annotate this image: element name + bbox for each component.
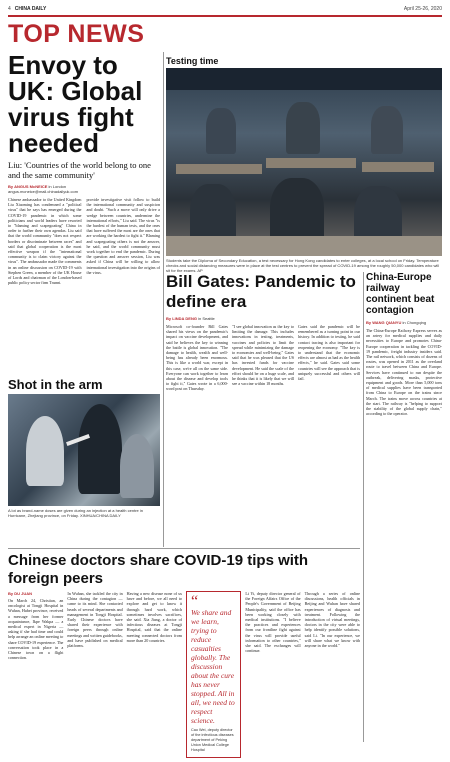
- page-number: 4: [8, 6, 11, 12]
- pull-quote: [186, 591, 241, 758]
- gates-body: [166, 324, 360, 392]
- envoy-body-col2: provide investigative visit follow to build the international community and suspicion and doubt. "Such a move will only drive a wedge between countries, undermine the international efforts," Liu said. The virus "is the hardest of the human tests, and the ones that have suffered the most are the ones that are working the hardest to fight it." Blaming and scapegoating others is not the answer, he said, and the world community must work together to end the pandemic. During the question and answer session, Liu was asked if China will be willing to allow international investigation into the origins of the virus.: [86, 197, 160, 275]
- masthead: [8, 4, 442, 14]
- doctors-pull-quote-col: [186, 591, 241, 762]
- gates-story: [166, 272, 360, 392]
- testing-photo: [166, 68, 442, 256]
- shot-photo: [8, 394, 160, 506]
- column-divider: [163, 52, 164, 547]
- column-divider: [363, 272, 364, 742]
- masthead-rule: [8, 15, 442, 17]
- gates-headline: Bill Gates: Pandemic to define era: [166, 272, 356, 311]
- testing-title: Testing time: [166, 56, 219, 66]
- china-byline-name: By WANG QIANYU: [366, 320, 402, 325]
- doctors-body-col3: Having a new disease none of us have and before, we all need to explore and get to know it through hard work, which sometimes involves sacrifices, she said. Xia Jiang, a doctor of infectious diseases at Tongji Hospital, said that the online meeting connected doctors from more than 20 countries.: [126, 591, 182, 643]
- doctors-story: [8, 552, 360, 762]
- doctors-body-col2: In Wuhan, she tackled the city in China during the contagion — came to its mind. She contacted heads of several departments and management in Tongji Hospital. Early Chinese doctors have shared their experience with foreign peers through online meetings and written guidebooks, and have published on medical platforms.: [67, 591, 123, 649]
- section-divider: [8, 548, 360, 549]
- gates-byline-name: By LINDA DENG: [166, 316, 197, 321]
- doctors-headline: Chinese doctors share COVID-19 tips with foreign peers: [8, 552, 309, 587]
- issue-date: April 25-26, 2020: [403, 6, 442, 12]
- gates-byline-city: in Seattle: [198, 316, 215, 321]
- china-story: [366, 272, 442, 416]
- china-headline: China-Europe railway continent beat contagion: [366, 272, 435, 316]
- envoy-headline: Envoy to UK: Global virus fight needed: [8, 50, 143, 158]
- envoy-byline-name: By ANGUS McNEICE: [8, 184, 48, 189]
- quote-mark-icon: “: [190, 593, 199, 610]
- gates-body-col1: Microsoft co-founder Bill Gates shared his views on the pandemic's impact on vaccine development, and said he believes the key to winning the battle is global innovation. "The damage to health, wealth and well-being has already been enormous. This is like a world war, except in this case, we're all on the same side. Everyone can work together to learn about the disease and develop tools to fight it," Gates wrote in a 6,000-word post on Thursday.: [166, 324, 228, 392]
- pull-quote-text: We share and we learn, trying to reduce casualties globally. The discussion about the cure has never stopped. All in all, we need to respect science.: [190, 608, 235, 725]
- envoy-body-col1: Chinese ambassador to the United Kingdom Liu Xiaoming has condemned a "political virus" that he says has emerged during the COVID-19 pandemic in which some politicians and world leaders have resorted to "blaming and scapegoating" China in order to further their own agendas. Liu said that the world community "does not respect borders or discriminate between races" and said that global cooperation is the most effective weapon if the "international community is to claim victory against the virus". The ambassador made the comments in an online discussion on COVID-19 with Stephen Green, a member of the UK House of Lords and chairman of the London-based public policy sector firm Trunni.: [8, 197, 82, 286]
- envoy-byline-city: in London: [48, 184, 67, 189]
- shot-caption: A lot as brand-name doses are given during an injection at a health centre in Hurricane, Zhejiang province, on Friday. XINHUA/CHINA DAILY: [8, 508, 143, 518]
- brand-name: CHINA DAILY: [14, 6, 47, 12]
- china-body: The China-Europe Railway Express serves as an artery for medical supplies and daily necessities to Europe and promotes China-Europe cooperation in tackling the COVID-19 pandemic, freight industry insiders said. The rail network, which consists of dozens of routes, was opened in 2011 as the overland route to travel between China and Europe. Services have continued to run despite the outbreak, delivering masks, protective equipment and goods. More than 5,000 tons of medical supplies have been transported from China to Europe on the trains since March. The trains move across countries at the start. The railway is "helping to support the stability of the global supply chain," according to the operator.: [366, 328, 442, 417]
- testing-caption: Students take the Diploma of Secondary Education, a test necessary for Hong Kong candidates to enter colleges, at a local school on Friday. Temperature checks and social distancing measures were in place at the test centres to prevent the spread of COVID-19 among the roughly 50,000 candidates who will sit for the exams. AP: [166, 258, 440, 273]
- doctors-byline: [8, 591, 63, 596]
- doctors-body-col5: Li Yi, deputy director general of the Foreign Affairs Office of the People's Government of Beijing Municipality, said the office has been working closely with medical institutions. "I believe the practices and experiences from our frontline fight against the virus will provide useful information to other countries," she said. The exchanges will continue.: [245, 591, 301, 654]
- gates-body-col3: Gates said the pandemic will be remembered as a turning point in our history. In addition to testing, he said contact tracing is also important for reopening the economy. "The key is to understand that the economic effects are almost as bad as the health effects," he said. Gates said some countries will see the approach that is uniquely successful and others will fail.: [298, 324, 360, 382]
- china-byline-city: in Chongqing: [402, 320, 427, 325]
- doctors-body-col1: On March 24, Christian, an oncologist at Tongji Hospital in Wuhan, Hubei province, received a message from her former acquaintance, Ikpe Wakpa — a medical expert in Nigeria — asking if she had time and could help arrange an online meeting to share COVID-19 experience. The conversation took place in a Chinese town on a flight connection.: [8, 598, 64, 661]
- doctors-body-col6: Through a series of online discussions, health officials in Beijing and Wuhan have shared experiences of diagnosis and treatment. Following the introduction of virtual meetings, doctors in the city were able to help identify possible solutions, said Li. "In our experience, we will share what we know with anyone in the world.": [304, 591, 360, 649]
- envoy-deck: Liu: 'Countries of the world belong to one and the same community': [8, 160, 151, 180]
- envoy-byline-email: angus.mcneice@mail.chinadailyuk.com: [8, 189, 79, 194]
- envoy-body: [8, 197, 160, 285]
- envoy-byline: [8, 184, 160, 194]
- gates-byline: [166, 316, 360, 321]
- doctors-body: [8, 591, 360, 762]
- china-byline: [366, 320, 442, 325]
- envoy-story: [8, 52, 160, 285]
- section-title: TOP NEWS: [8, 20, 145, 48]
- doctors-byline-name: By DU JUAN: [8, 591, 33, 596]
- gates-body-col2: "I see global innovation as the key to limiting the damage. This includes innovations in testing, treatments, vaccines and policies to limit the spread while minimizing the damage to economies and well-being." Gates said that he was pleased that the US has invested funds for vaccine development. He said the scale of the effort should be on a huge scale, and he thinks that it is likely that we will see a vaccine within 18 months.: [232, 324, 294, 387]
- pull-quote-attribution: Cao Wei, deputy director of the infectious diseases department of Peking Union Medical College Hospital: [190, 728, 234, 752]
- shot-title: Shot in the arm: [8, 377, 103, 392]
